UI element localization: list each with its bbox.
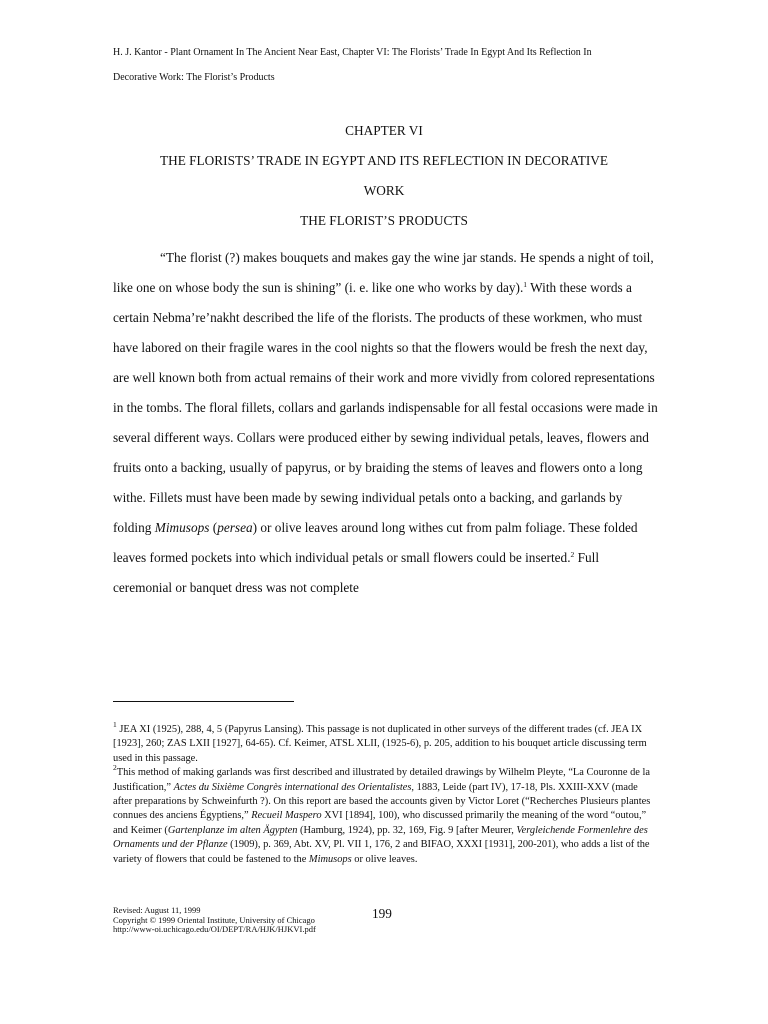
footer-copyright: Copyright © 1999 Oriental Institute, University of Chicago — [113, 914, 315, 925]
footer-revised: Revised: August 11, 1999 — [113, 905, 201, 915]
footnote-text: This method of making garlands was first described and illustrated by detailed drawings by Wilhelm Pleyte, “La Couronne de la Justification,” — [113, 767, 650, 793]
body-text — [113, 243, 658, 603]
running-header-line-1: H. J. Kantor - Plant Ornament In The Ancient Near East, Chapter VI: The Florists’ Trade In Egypt And Its Reflection In — [113, 47, 592, 58]
footnote-italic: Actes du Sixième Congrès international des Orientalistes — [173, 781, 412, 793]
running-header-line-2: Decorative Work: The Florist’s Products — [113, 72, 275, 83]
footnote-text: (1909), p. 369, Abt. XV, Pl. VII 1, 176, 2 and BIFAO, XXXI [1931], 200-201), who adds a list of the variety of flowers that could be fastened to the — [113, 839, 650, 865]
footer-url[interactable]: http://www-oi.uchicago.edu/OI/DEPT/RA/HJK/HJKVI.pdf — [113, 924, 316, 934]
page-footer — [113, 906, 316, 935]
footnote-text: , 1883, Leide (part IV), 17-18, Pls. XXIII-XXV (made after preparations by Schweinfurth ?). On this report are based the accounts given by Victor Loret (“Recherches Plusieurs plantes connues des anciens Égyptiens,” — [113, 781, 651, 822]
chapter-number: CHAPTER VI — [345, 123, 423, 138]
footnotes — [113, 720, 658, 867]
footnote-separator — [113, 701, 294, 702]
body-italic-term: persea — [217, 520, 253, 535]
body-text-run: “The florist (?) makes bouquets and makes gay the wine jar stands. He spends a night of toil, like one on whose body the sun is shining” (i. e. like one who works by day). — [113, 250, 654, 295]
footnote-text: or olive leaves. — [351, 853, 418, 865]
footnote-ref-2[interactable]: 2 — [570, 550, 575, 559]
chapter-headings — [113, 116, 655, 236]
footnote-number: 2 — [113, 763, 117, 773]
chapter-title-line-1: THE FLORISTS’ TRADE IN EGYPT AND ITS REFLECTION IN DECORATIVE — [159, 153, 609, 168]
chapter-title-line-2: WORK — [363, 183, 405, 198]
body-text-run: ( — [209, 520, 218, 535]
footnote-italic: Recueil Maspero — [251, 810, 322, 822]
section-title: THE FLORIST’S PRODUCTS — [300, 213, 468, 228]
body-paragraph — [113, 243, 658, 603]
footnote-2 — [113, 763, 658, 867]
footnote-italic: Vergleichende Formenlehre des Ornaments und der Pflanze — [113, 824, 648, 851]
page-number: 199 — [372, 906, 392, 921]
body-text-run: Full ceremonial or banquet dress was not complete — [113, 550, 600, 595]
running-header — [113, 40, 673, 90]
footnote-italic: Gartenplanze im alten Ägypten — [167, 824, 298, 836]
footnote-text: XVI [1894], 100), who discussed primarily the meaning of the word “outou,” and Keimer ( — [113, 810, 647, 836]
body-italic-term: Mimusops — [154, 520, 210, 535]
body-text-run: ) or olive leaves around long withes cut from palm foliage. These folded leaves formed pockets into which individual petals or small flowers could be inserted. — [113, 520, 638, 565]
footnote-1 — [113, 720, 658, 766]
footnote-ref-1[interactable]: 1 — [523, 280, 528, 289]
footnote-italic: Mimusops — [308, 853, 352, 865]
footnote-number: 1 — [113, 720, 117, 729]
footnote-text: (Hamburg, 1924), pp. 32, 169, Fig. 9 [after Meurer, — [297, 824, 517, 836]
footnote-text: JEA XI (1925), 288, 4, 5 (Papyrus Lansing). This passage is not duplicated in other surveys of the different trades (cf. JEA IX [1923], 260; ZAS LXII [1927], 64-65). Cf. Keimer, ATSL XLII, (1925-6), p. 205, addition to his bouquet article discussing term used in this passage. — [113, 724, 647, 764]
body-text-run: With these words a certain Nebma’re’nakht described the life of the florists. The products of these workmen, who must have labored on their fragile wares in the cool nights so that the flowers would be fresh the next day, are well known both from actual remains of their work and more vividly from colored representations in the tombs. The floral fillets, collars and garlands indispensable for all festal occasions were made in several different ways. Collars were produced either by sewing individual petals, leaves, flowers and fruits onto a backing, usually of papyrus, or by braiding the stems of leaves and flowers onto a long withe. Fillets must have been made by sewing individual petals onto a backing, and garlands by folding — [113, 280, 658, 535]
